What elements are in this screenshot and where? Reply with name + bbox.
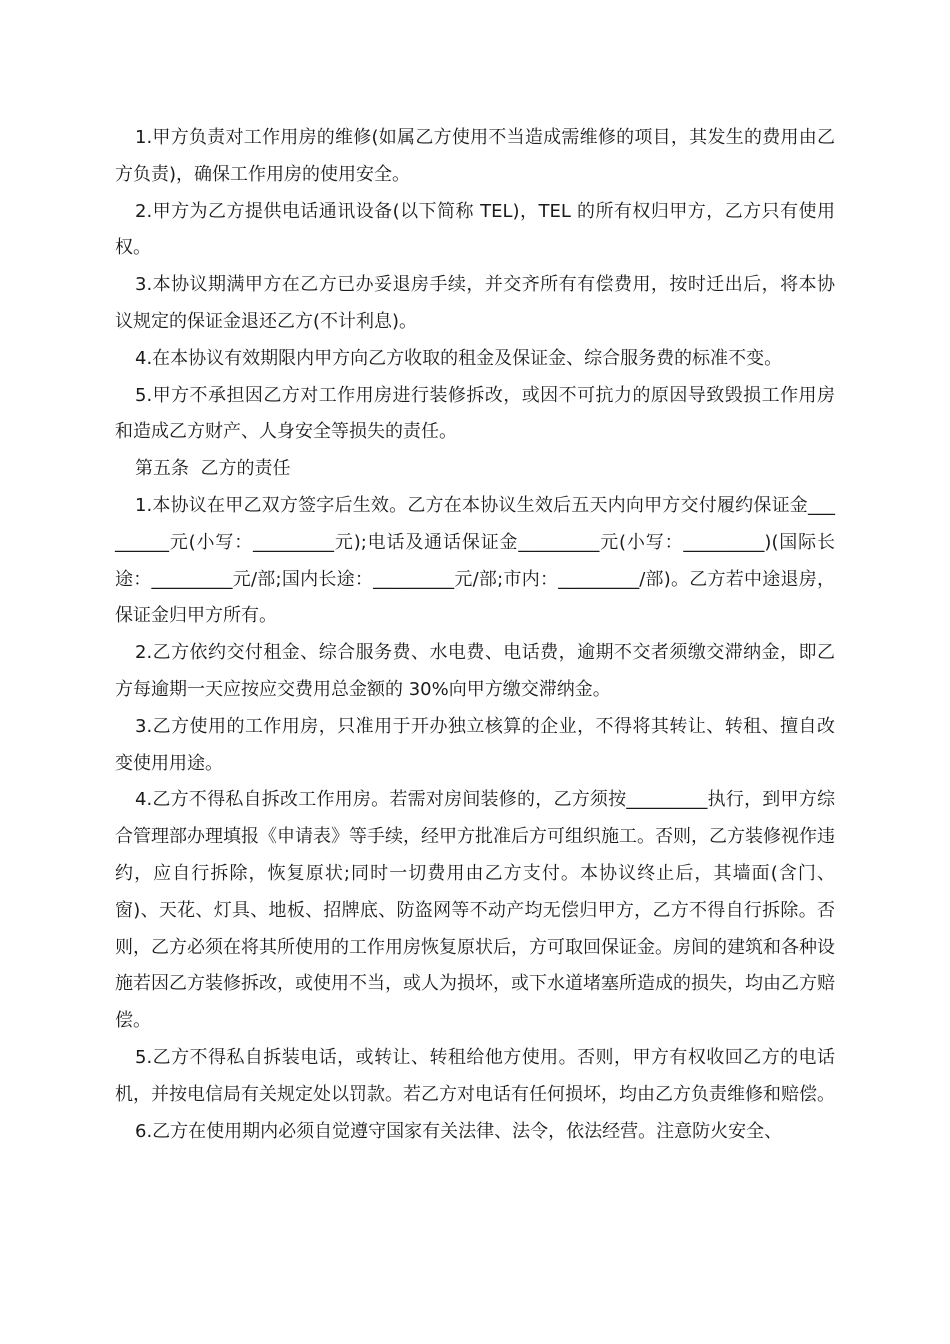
clause-b-1: 1.本协议在甲乙双方签字后生效。乙方在本协议生效后五天内向甲方交付履约保证金_________元(小写：_________元);电话及通话保证金_________元(小写：_________)(国际长途：_________元/部;国内长途：_________元/部;市内：_________/部)。乙方若中途退房，保证金归甲方所有。 bbox=[115, 494, 835, 627]
clause-b-6: 6.乙方在使用期内必须自觉遵守国家有关法律、法令，依法经营。注意防火安全、 bbox=[135, 1120, 783, 1142]
clause-a-5: 5.甲方不承担因乙方对工作用房进行装修拆改，或因不可抗力的原因导致毁损工作用房和造成乙方财产、人身安全等损失的责任。 bbox=[115, 384, 835, 443]
clause-b-4: 4.乙方不得私自拆改工作用房。若需对房间装修的，乙方须按_________执行，到甲方综合管理部办理填报《申请表》等手续，经甲方批准后方可组织施工。否则，乙方装修视作违约，应自行拆除，恢复原状;同时一切费用由乙方支付。本协议终止后，其墙面(含门、窗)、天花、灯具、地板、招牌底、防盗网等不动产均无偿归甲方，乙方不得自行拆除。否则，乙方必须在将其所使用的工作用房恢复原状后，方可取回保证金。房间的建筑和各种设施若因乙方装修拆改，或使用不当，或人为损坏，或下水道堵塞所造成的损失，均由乙方赔偿。 bbox=[115, 789, 835, 1032]
section-heading: 第五条 乙方的责任 bbox=[135, 458, 291, 480]
clause-a-4: 4.在本协议有效期限内甲方向乙方收取的租金及保证金、综合服务费的标准不变。 bbox=[135, 347, 783, 369]
clause-b-2: 2.乙方依约交付租金、综合服务费、水电费、电话费，逾期不交者须缴交滞纳金，即乙方每逾期一天应按应交费用总金额的 30%向甲方缴交滞纳金。 bbox=[115, 642, 835, 700]
clause-a-2: 2.甲方为乙方提供电话通讯设备(以下简称 TEL)，TEL 的所有权归甲方，乙方只有使用权。 bbox=[115, 200, 835, 259]
document-body bbox=[115, 120, 835, 1150]
clause-b-3: 3.乙方使用的工作用房，只准用于开办独立核算的企业，不得将其转让、转租、擅自改变使用用途。 bbox=[115, 715, 835, 774]
clause-a-3: 3.本协议期满甲方在乙方已办妥退房手续，并交齐所有有偿费用，按时迁出后，将本协议规定的保证金退还乙方(不计利息)。 bbox=[115, 274, 835, 332]
clause-a-1: 1.甲方负责对工作用房的维修(如属乙方使用不当造成需维修的项目，其发生的费用由乙方负责)，确保工作用房的使用安全。 bbox=[115, 127, 835, 185]
clause-b-5: 5.乙方不得私自拆装电话，或转让、转租给他方使用。否则，甲方有权收回乙方的电话机，并按电信局有关规定处以罚款。若乙方对电话有任何损坏，均由乙方负责维修和赔偿。 bbox=[115, 1046, 835, 1105]
